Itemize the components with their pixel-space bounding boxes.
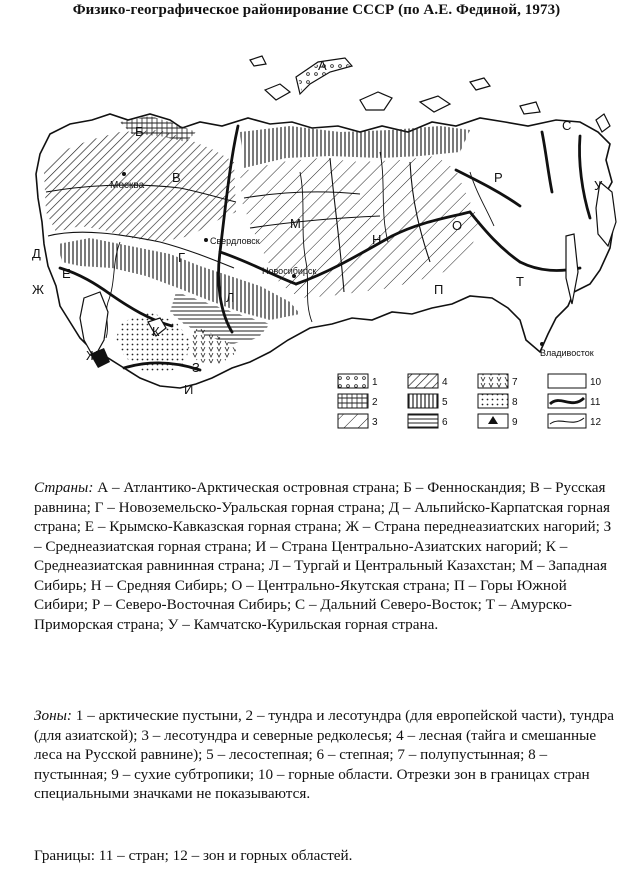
city-vladivostok: Владивосток bbox=[540, 348, 594, 358]
arctic-islands bbox=[250, 56, 540, 114]
country-letter-r: Р bbox=[494, 170, 503, 185]
legend-num-6: 6 bbox=[442, 417, 448, 428]
ussr-region-map bbox=[0, 22, 633, 430]
legend-num-4: 4 bbox=[442, 377, 448, 388]
countries-description bbox=[34, 478, 614, 634]
country-letter-v: В bbox=[172, 170, 181, 185]
sverdlovsk-marker bbox=[204, 238, 208, 242]
vladivostok-marker bbox=[540, 342, 544, 346]
legend-num-10: 10 bbox=[590, 377, 602, 388]
zones-description bbox=[34, 706, 614, 804]
borders-description: Границы: 11 – стран; 12 – зон и горных областей. bbox=[34, 847, 353, 864]
page-title: Физико-географическое районирование СССР (по А.Е. Фединой, 1973) bbox=[72, 2, 561, 18]
countries-lead: Страны: bbox=[34, 479, 94, 496]
city-novosibirsk: Новосибирск bbox=[262, 266, 317, 276]
legend-num-2: 2 bbox=[372, 397, 378, 408]
legend-num-8: 8 bbox=[512, 397, 518, 408]
country-letter-p: П bbox=[434, 282, 444, 297]
city-moscow: Москва bbox=[110, 180, 145, 191]
legend-num-7: 7 bbox=[512, 377, 518, 388]
country-letter-s: С bbox=[562, 118, 572, 133]
zones-body: 1 – арктические пустыни, 2 – тундра и лесотундра (для европейской части), тундра (для азиатской); 3 – лесотундра и северные редколесья; 4 – лесная (тайга и смешанные леса на Русской равнине); 5 – лесостепная; 6 – степная; 7 – полупустынная; 8 – пустынная; 9 – сухие субтропики; 10 – горные области. Отрезки зон в границах стран специальными значками не показываются. bbox=[34, 707, 614, 802]
legend-num-3: 3 bbox=[372, 417, 378, 428]
country-letter-t: Т bbox=[516, 274, 524, 289]
legend-num-11: 11 bbox=[590, 397, 601, 408]
legend-num-5: 5 bbox=[442, 397, 448, 408]
country-letter-u: У bbox=[594, 178, 603, 193]
legend-num-1: 1 bbox=[372, 377, 378, 388]
country-letter-o: О bbox=[452, 218, 463, 233]
country-letter-g: Г bbox=[178, 250, 186, 265]
country-letter-z: З bbox=[192, 360, 200, 375]
country-letter-d: Д bbox=[32, 246, 41, 261]
moscow-marker bbox=[122, 172, 126, 176]
country-letter-n: Н bbox=[372, 232, 382, 247]
country-letter-m: М bbox=[290, 216, 301, 231]
map-legend bbox=[338, 374, 602, 428]
country-letter-l: Л bbox=[226, 290, 235, 305]
countries-body: А – Атлантико-Арктическая островная страна; Б – Фенноскандия; В – Русская равнина; Г – Новоземельско-Уральская горная страна; Д – Альпийско-Карпатская горная страна; Е – Крымско-Кавказская горная страна; Ж – Страна переднеазиатских нагорий; З – Среднеазиатская горная страна; И – Страна Центрально-Азиатских нагорий; К – Среднеазиатская равнинная страна; Л – Тургай и Центральный Казахстан; М – Западная Сибирь; Н – Средняя Сибирь; О – Центрально-Якутская страна; П – Горы Южной Сибири; Р – Северо-Восточная Сибирь; С – Дальний Северо-Восток; Т – Амурско-Приморская страна; У – Камчатско-Курильская горная страна. bbox=[34, 479, 612, 633]
country-letter-i: И bbox=[184, 382, 194, 397]
legend-num-12: 12 bbox=[590, 417, 602, 428]
country-letter-a: А bbox=[318, 58, 327, 73]
zones-lead: Зоны: bbox=[34, 707, 72, 724]
country-letter-k: К bbox=[152, 324, 160, 339]
country-letter-zh-south: Ж bbox=[86, 348, 99, 363]
country-letter-e: Е bbox=[62, 266, 71, 281]
country-letter-b: Б bbox=[135, 124, 144, 139]
country-letter-zh-west: Ж bbox=[32, 282, 45, 297]
city-sverdlovsk: Свердловск bbox=[210, 236, 260, 246]
legend-num-9: 9 bbox=[512, 417, 518, 428]
